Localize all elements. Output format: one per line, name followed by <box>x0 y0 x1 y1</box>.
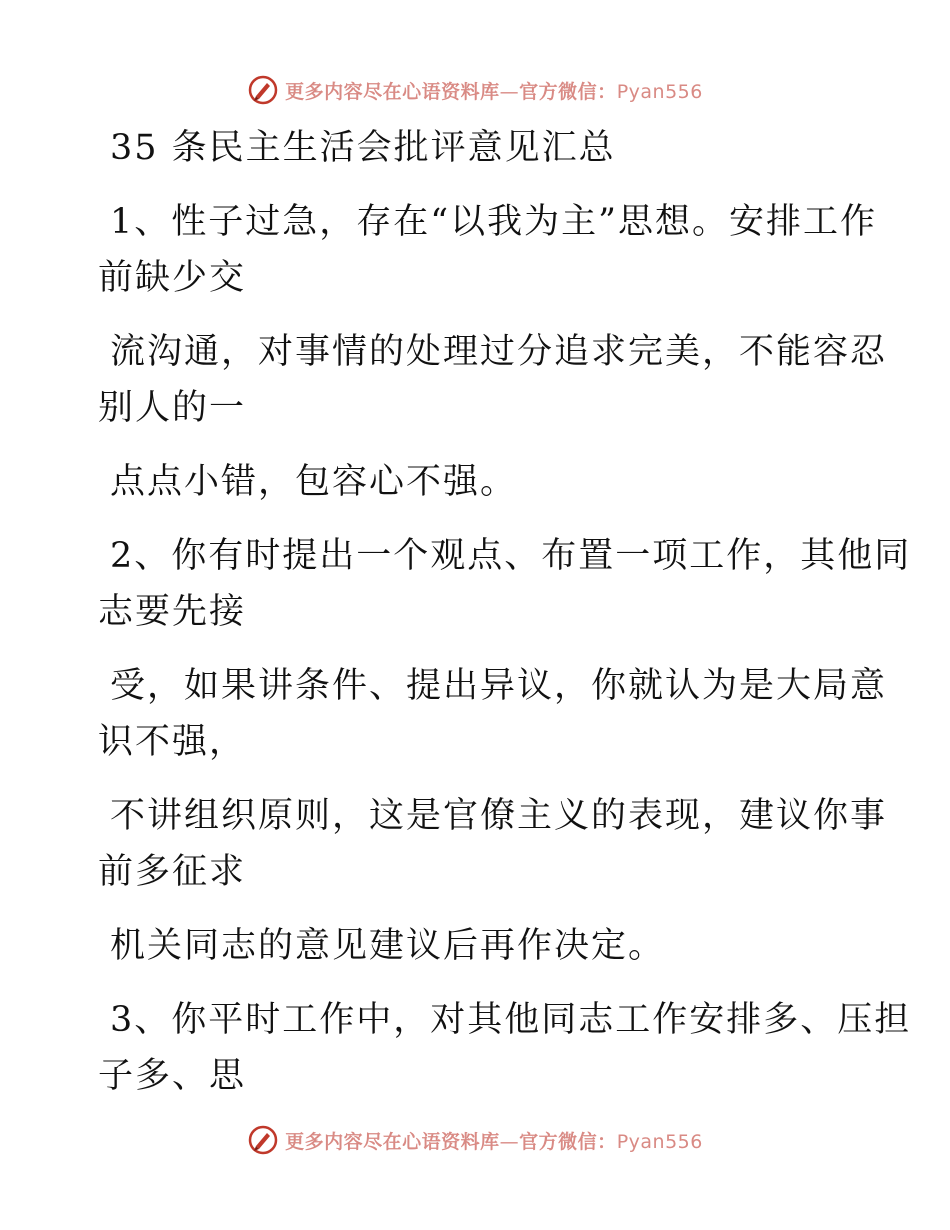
paragraph-line: 志要先接 <box>98 592 247 632</box>
paragraph-line: 子多、思 <box>98 1056 247 1096</box>
paragraph-line: 2、你有时提出一个观点、布置一项工作，其他同 <box>110 536 912 576</box>
watermark-contact-label: 官方微信： <box>519 80 617 103</box>
paragraph-line: 流沟通，对事情的处理过分追求完美，不能容忍 <box>110 332 888 372</box>
watermark-brand: 更多内容尽在心语资料库 <box>285 1130 500 1153</box>
paragraph-line: 识不强， <box>98 722 247 762</box>
paragraph-line: 不讲组织原则，这是官僚主义的表现，建议你事 <box>110 796 888 836</box>
paragraph-line: 3、你平时工作中，对其他同志工作安排多、压担 <box>110 1000 912 1040</box>
pen-logo-icon <box>247 1124 279 1156</box>
document-body <box>98 120 912 1104</box>
paragraph-line: 受，如果讲条件、提出异议，你就认为是大局意 <box>110 666 888 706</box>
footer-watermark <box>0 1120 950 1160</box>
watermark-text <box>285 77 703 104</box>
paragraph-line: 点点小错，包容心不强。 <box>110 462 518 502</box>
document-title: 35 条民主生活会批评意见汇总 <box>110 128 616 168</box>
paragraph-line: 别人的一 <box>98 388 247 428</box>
watermark-separator: — <box>499 1130 520 1153</box>
header-watermark <box>0 70 950 110</box>
watermark-contact-id: Pyan556 <box>616 1130 703 1153</box>
watermark-contact-label: 官方微信： <box>519 1130 617 1153</box>
watermark-brand: 更多内容尽在心语资料库 <box>285 80 500 103</box>
watermark-contact-id: Pyan556 <box>616 80 703 103</box>
paragraph-line: 机关同志的意见建议后再作决定。 <box>110 926 666 966</box>
watermark-text <box>285 1127 703 1154</box>
paragraph-line: 1、性子过急，存在“以我为主”思想。安排工作 <box>110 202 878 242</box>
paragraph-line: 前缺少交 <box>98 258 247 298</box>
paragraph-line: 前多征求 <box>98 852 247 892</box>
watermark-separator: — <box>499 80 520 103</box>
pen-logo-icon <box>247 74 279 106</box>
